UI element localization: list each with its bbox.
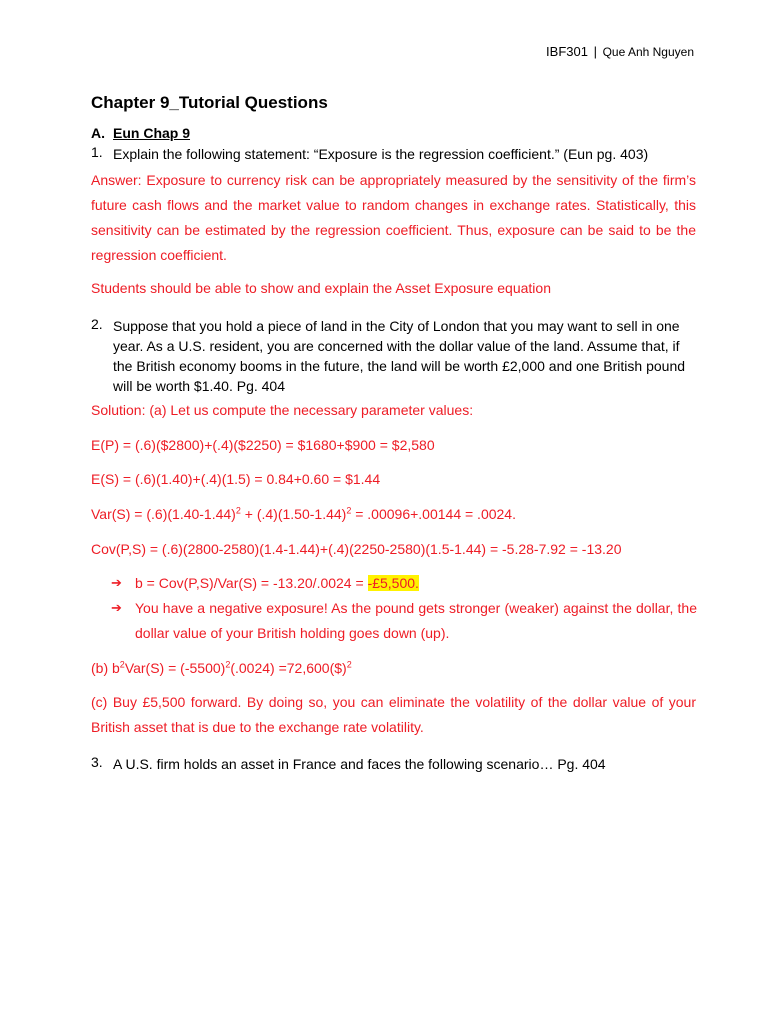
variance-formula: [91, 506, 516, 522]
negative-exposure-text: You have a negative exposure! As the pound gets stronger (weaker) against the dollar, the dollar value of your British holding goes down (up).: [135, 600, 697, 641]
exposure-coefficient-value: -£5,500.: [367, 575, 419, 591]
arrow-bullet-icon: ➔: [111, 575, 122, 590]
question-3-number: 3.: [91, 754, 103, 770]
part-b-exponent-3: 2: [346, 659, 352, 670]
part-c-text: (c) Buy £5,500 forward. By doing so, you can eliminate the volatility of the dollar value of your British asset that is due to the exchange rate volatility.: [91, 694, 696, 735]
question-1-text: Explain the following statement: “Exposure is the regression coefficient.” (Eun pg. 403): [113, 146, 649, 162]
arrow-bullet-icon: ➔: [111, 600, 122, 615]
variance-part-1: Var(S) = (.6)(1.40-1.44): [91, 506, 236, 522]
section-letter: A.: [91, 125, 105, 141]
question-2-number: 2.: [91, 316, 103, 332]
variance-part-2: + (.4)(1.50-1.44): [240, 506, 347, 522]
variance-part-3: = .00096+.00144 = .0024.: [351, 506, 516, 522]
variance-exponent-1: 2: [235, 505, 241, 516]
question-3-text: A U.S. firm holds an asset in France and faces the following scenario… Pg. 404: [113, 756, 606, 772]
variance-exponent-2: 2: [346, 505, 352, 516]
expected-spot-formula: E(S) = (.6)(1.40)+(.4)(1.5) = 0.84+0.60 = $1.44: [91, 471, 381, 487]
part-b-text-2: Var(S) = (-5500): [124, 660, 226, 676]
question-1-number: 1.: [91, 144, 103, 160]
part-b-text-1: (b) b: [91, 660, 120, 676]
part-b-formula: [91, 660, 352, 676]
section-heading: [91, 125, 190, 141]
question-1-answer: Answer: Exposure to currency risk can be appropriately measured by the sensitivity of the firm’s future cash flows and the market value to random changes in exchange rates. Statistically, this sensitivity can be estimated by the regression coefficient. Thus, exposure can be said to be the regression coefficient.: [91, 172, 696, 263]
header-separator: |: [593, 44, 597, 59]
question-2-text: Suppose that you hold a piece of land in the City of London that you may want to sell in one year. As a U.S. resident, you are concerned with the dollar value of the land. Assume that, if the British economy booms in the future, the land will be worth £2,000 and one British pound will be worth $1.40. Pg. 404: [113, 318, 686, 394]
exposure-coefficient-formula: b = Cov(P,S)/Var(S) = -13.20/.0024 =: [135, 575, 368, 591]
exposure-coefficient: [135, 575, 419, 591]
page-title: Chapter 9_Tutorial Questions: [91, 93, 328, 112]
author-name: Que Anh Nguyen: [602, 45, 694, 59]
question-1-note: Students should be able to show and explain the Asset Exposure equation: [91, 280, 551, 296]
covariance-formula: Cov(P,S) = (.6)(2800-2580)(1.4-1.44)+(.4)(2250-2580)(1.5-1.44) = -5.28-7.92 = -13.20: [91, 541, 622, 557]
section-title: Eun Chap 9: [113, 125, 191, 141]
part-b-exponent-2: 2: [225, 659, 231, 670]
course-code: IBF301: [546, 44, 588, 59]
solution-intro: Solution: (a) Let us compute the necessary parameter values:: [91, 402, 474, 418]
part-b-text-3: (.0024) =72,600($): [230, 660, 347, 676]
expected-price-formula: E(P) = (.6)($2800)+(.4)($2250) = $1680+$900 = $2,580: [91, 437, 435, 453]
page-header: [546, 44, 694, 59]
part-b-exponent-1: 2: [119, 659, 125, 670]
